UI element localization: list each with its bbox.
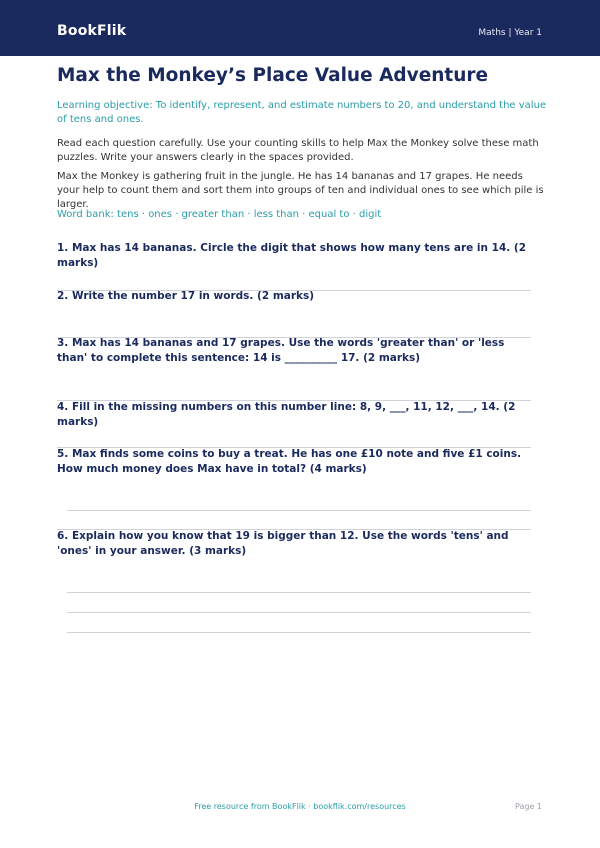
header-bar [0, 0, 600, 56]
learning-objective: Learning objective: To identify, represent, and estimate numbers to 20, and understand the value of tens and ones. [57, 100, 547, 125]
story-paragraph: Max the Monkey is gathering fruit in the jungle. He has 14 bananas and 17 grapes. He needs your help to count them and sort them into groups of ten and individual ones to see which pile is larger. [57, 171, 544, 211]
answer-line[interactable] [67, 632, 531, 633]
instructions-paragraph: Read each question carefully. Use your counting skills to help Max the Monkey solve these math puzzles. Write your answers clearly in the spaces provided. [57, 138, 539, 164]
question-1: 1. Max has 14 bananas. Circle the digit that shows how many tens are in 14. (2 marks) [57, 242, 527, 270]
question-2: 2. Write the number 17 in words. (2 marks) [57, 290, 315, 302]
subject-label: Maths | Year 1 [478, 28, 542, 38]
page-title: Max the Monkey’s Place Value Adventure [57, 65, 489, 86]
footer-credit[interactable]: Free resource from BookFlik · bookflik.com/resources [194, 802, 406, 811]
question-5: 5. Max finds some coins to buy a treat. He has one £10 note and five £1 coins. How much money does Max have in total? (4 marks) [57, 448, 522, 476]
question-4: 4. Fill in the missing numbers on this number line: 8, 9, ___, 11, 12, ___, 14. (2 marks) [57, 401, 516, 429]
page-number: Page 1 [515, 802, 542, 811]
answer-line[interactable] [67, 612, 531, 613]
answer-line[interactable] [67, 592, 531, 593]
word-bank: Word bank: tens · ones · greater than · less than · equal to · digit [57, 209, 382, 220]
answer-line[interactable] [67, 510, 531, 511]
question-3: 3. Max has 14 bananas and 17 grapes. Use the words 'greater than' or 'less than' to complete this sentence: 14 is __________ 17. (2 marks) [57, 337, 505, 365]
brand-logo[interactable]: BookFlik [57, 23, 127, 39]
question-6: 6. Explain how you know that 19 is bigger than 12. Use the words 'tens' and 'ones' in your answer. (3 marks) [57, 530, 509, 558]
